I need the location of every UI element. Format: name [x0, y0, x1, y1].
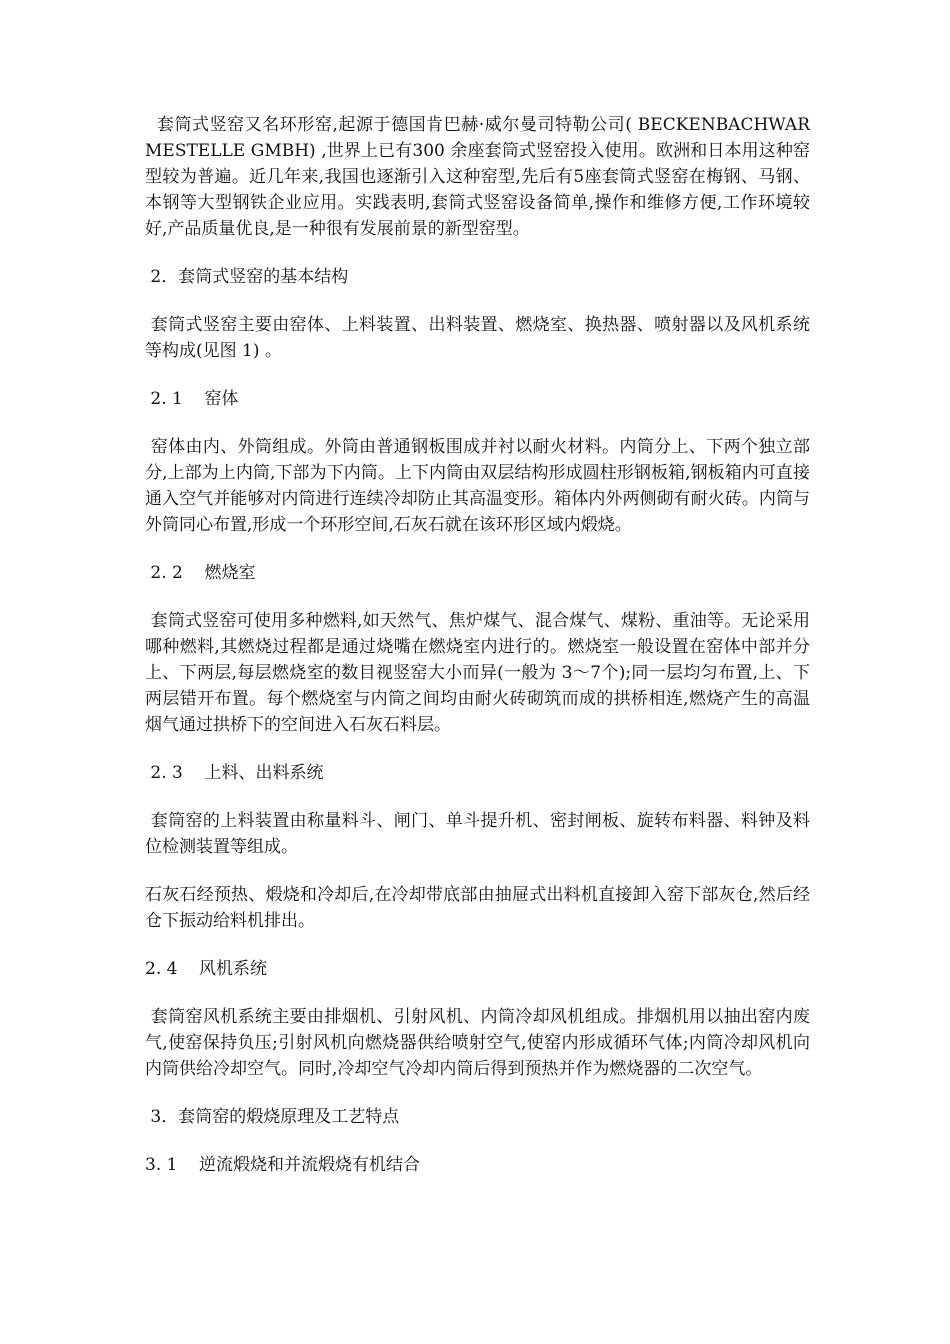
document-page	[145, 112, 810, 1200]
fan-system-paragraph: 套筒窑风机系统主要由排烟机、引射风机、内筒冷却风机组成。排烟机用以抽出窑内废气,使窑保持负压;引射风机向燃烧器供给喷射空气,使窑内形成循环气体;内筒冷却风机向内筒供给冷却空气。同时,冷却空气冷却内筒后得到预热并作为燃烧器的二次空气。	[145, 1007, 810, 1079]
section-heading-3-1: 3. 1 逆流煅烧和并流煅烧有机结合	[145, 1155, 421, 1175]
section-heading-2-1: 2. 1 窑体	[145, 389, 239, 409]
intro-paragraph: 套筒式竖窑又名环形窑,起源于德国肯巴赫·威尔曼司特勒公司( BECKENBACHWARMESTELLE GMBH) ,世界上已有300 余座套筒式竖窑投入使用。欧洲和日本用这种窑型较为普遍。近几年来,我国也逐渐引入这种窑型,先后有5座套筒式竖窑在梅钢、马钢、本钢等大型钢铁企业应用。实践表明,套筒式竖窑设备简单,操作和维修方便,工作环境较好,产品质量优良,是一种很有发展前景的新型窑型。	[145, 115, 810, 239]
discharge-paragraph: 石灰石经预热、煅烧和冷却后,在冷却带底部由抽屉式出料机直接卸入窑下部灰仓,然后经仓下振动给料机排出。	[145, 885, 810, 931]
section-heading-3: 3．套筒窑的煅烧原理及工艺特点	[145, 1107, 400, 1127]
section-heading-2-2: 2. 2 燃烧室	[145, 563, 256, 583]
section-heading-2-4: 2. 4 风机系统	[145, 959, 268, 979]
feeding-paragraph: 套筒窑的上料装置由称量料斗、闸门、单斗提升机、密封闸板、旋转布料器、料钟及料位检测装置等组成。	[145, 811, 810, 857]
structure-paragraph: 套筒式竖窑主要由窑体、上料装置、出料装置、燃烧室、换热器、喷射器以及风机系统等构成(见图 1) 。	[145, 315, 810, 361]
combustion-chamber-paragraph: 套筒式竖窑可使用多种燃料,如天然气、焦炉煤气、混合煤气、煤粉、重油等。无论采用哪种燃料,其燃烧过程都是通过烧嘴在燃烧室内进行的。燃烧室一般设置在窑体中部并分上、下两层,每层燃烧室的数目视竖窑大小而异(一般为 3～7个);同一层均匀布置,上、下两层错开布置。每个燃烧室与内筒之间均由耐火砖砌筑而成的拱桥相连,燃烧产生的高温烟气通过拱桥下的空间进入石灰石料层。	[145, 611, 811, 735]
kiln-body-paragraph: 窑体由内、外筒组成。外筒由普通钢板围成并衬以耐火材料。内筒分上、下两个独立部分,上部为上内筒,下部为下内筒。上下内筒由双层结构形成圆柱形钢板箱,钢板箱内可直接通入空气并能够对内筒进行连续冷却防止其高温变形。箱体内外两侧砌有耐火砖。内筒与外筒同心布置,形成一个环形空间,石灰石就在该环形区域内煅烧。	[145, 437, 810, 535]
section-heading-2-3: 2. 3 上料、出料系统	[145, 763, 324, 783]
section-heading-2: 2．套筒式竖窑的基本结构	[145, 267, 349, 287]
